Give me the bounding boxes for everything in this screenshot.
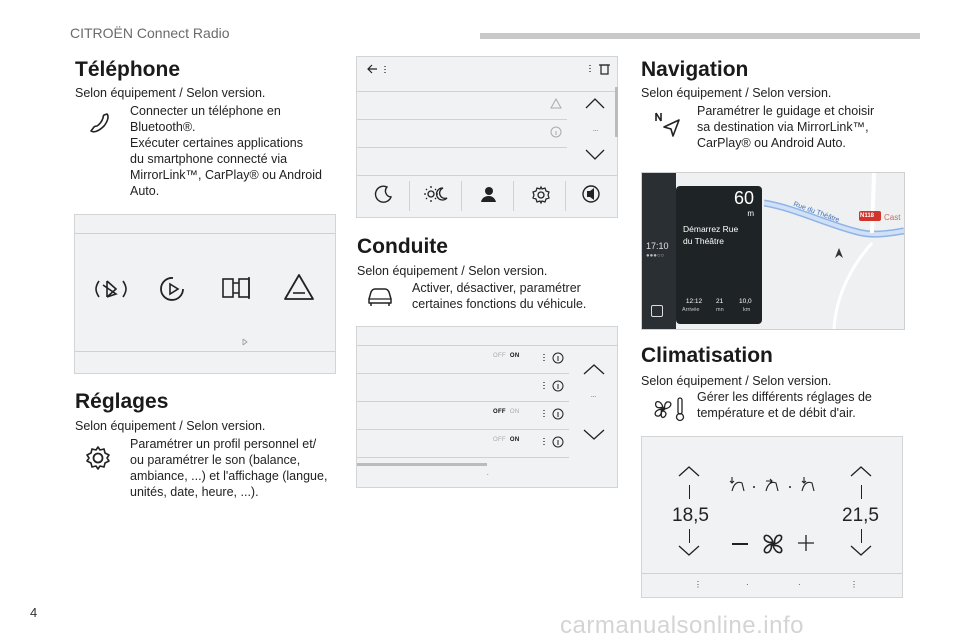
fan-icon: [758, 529, 788, 559]
header-title: CITROËN Connect Radio: [70, 25, 230, 41]
row-4-info-icon[interactable]: [541, 435, 567, 449]
mirror-icon[interactable]: [219, 273, 255, 305]
row-2-info-icon[interactable]: [541, 379, 567, 393]
temp-right-down-icon[interactable]: [848, 543, 874, 559]
trip-duration-unit: mn: [716, 307, 724, 313]
remaining-distance: 10,0: [739, 298, 752, 305]
map-clock: 17:10: [646, 241, 669, 251]
conduite-scroll-up-icon[interactable]: [581, 361, 607, 377]
climatisation-description: Gérer les différents réglages de température et de débit d'air.: [697, 390, 872, 420]
temp-left-up-icon[interactable]: [676, 463, 702, 479]
reglages-availability: Selon équipement / Selon version.: [75, 419, 266, 433]
map-place-label: Cast: [884, 213, 901, 222]
climatisation-screen: [641, 436, 903, 598]
audio-icon[interactable]: [579, 183, 603, 205]
guidance-instruction-1: Démarrez Rue: [683, 224, 739, 234]
page-dot: .: [487, 471, 489, 477]
climatisation-heading: Climatisation: [641, 344, 773, 367]
position-arrow-icon: [834, 247, 844, 259]
trash-icon[interactable]: [587, 62, 613, 76]
watermark: carmanualsonline.info: [560, 612, 804, 639]
navigation-guidance-card: [676, 186, 762, 324]
temp-left-value: 18,5: [672, 505, 709, 526]
scroll-down-icon[interactable]: [583, 147, 607, 163]
clim-menu-right[interactable]: ⋮: [850, 580, 858, 589]
reglages-heading: Réglages: [75, 390, 169, 413]
telephone-availability: Selon équipement / Selon version.: [75, 86, 266, 100]
reglages-description: Paramétrer un profil personnel et/ ou paramétrer le son (balance, ambiance, ...) et l'affichage (langue, unités, date, heure, ...).: [130, 437, 328, 499]
clim-dot-2: ·: [798, 580, 801, 589]
air-distribution-icons[interactable]: [728, 473, 824, 497]
map-street-label: Rue du Théâtre: [792, 200, 841, 225]
conduite-heading: Conduite: [357, 235, 448, 258]
remaining-distance-unit: km: [743, 307, 751, 313]
toggle-3[interactable]: OFF ON: [493, 409, 520, 415]
bluetooth-icon[interactable]: [93, 271, 129, 307]
arrival-time: 12:12: [685, 298, 703, 305]
warning-icon: [549, 97, 563, 111]
conduite-description: Activer, désactiver, paramétrer certaines fonctions du véhicule.: [412, 281, 587, 311]
back-arrow-icon[interactable]: [365, 63, 395, 75]
moon-icon[interactable]: [373, 183, 395, 205]
navigation-description: Paramétrer le guidage et choisir sa destination via MirrorLink™, CarPlay® ou Android Auto.: [697, 104, 875, 150]
climatisation-availability: Selon équipement / Selon version.: [641, 374, 832, 388]
gear-icon: [84, 444, 112, 472]
arrival-label: Arrivée: [682, 307, 700, 313]
page-number: 4: [30, 605, 38, 620]
day-night-icon[interactable]: [423, 183, 449, 205]
toggle-4[interactable]: OFF ON: [493, 437, 520, 443]
carplay-icon[interactable]: [281, 271, 317, 305]
fan-temperature-icon: [650, 395, 686, 423]
navigation-heading: Navigation: [641, 58, 749, 81]
fan-minus-icon[interactable]: [732, 543, 748, 545]
guidance-distance: 60: [733, 188, 754, 208]
conduite-scroll-down-icon[interactable]: [581, 427, 607, 443]
conduite-availability: Selon équipement / Selon version.: [357, 264, 548, 278]
temp-right-up-icon[interactable]: [848, 463, 874, 479]
navigation-availability: Selon équipement / Selon version.: [641, 86, 832, 100]
map-road-label: N118: [860, 213, 875, 219]
conduite-screen: [356, 326, 618, 488]
profile-icon[interactable]: [477, 183, 499, 205]
row-1-info-icon[interactable]: [541, 351, 567, 365]
temp-right-value: 21,5: [842, 505, 879, 526]
trip-duration: 21: [716, 298, 724, 305]
map-home-button[interactable]: [651, 305, 663, 317]
toggle-1[interactable]: OFF ON: [493, 353, 520, 359]
phone-icon: [86, 110, 112, 136]
clim-menu-left[interactable]: ⋮: [694, 580, 702, 589]
bluetooth-small-icon: [241, 337, 249, 347]
guidance-instruction-2: du Théâtre: [683, 236, 724, 246]
map-signal: ●●●○○: [646, 253, 665, 259]
conduite-more-dots: ...: [591, 393, 597, 399]
scroll-up-icon[interactable]: [583, 95, 607, 111]
telephone-screen: [74, 214, 336, 374]
info-icon: [549, 125, 563, 139]
compass-icon: [652, 110, 682, 140]
row-3-info-icon[interactable]: [541, 407, 567, 421]
fan-plus-icon[interactable]: [796, 533, 816, 553]
temp-left-down-icon[interactable]: [676, 543, 702, 559]
play-icon[interactable]: [157, 273, 189, 305]
car-icon: [365, 284, 395, 308]
header-divider: [480, 33, 920, 39]
settings-icon[interactable]: [527, 183, 551, 205]
guidance-distance-unit: m: [747, 209, 754, 218]
telephone-heading: Téléphone: [75, 58, 181, 81]
more-dots: ...: [593, 127, 599, 133]
clim-dot-1: ·: [746, 580, 749, 589]
telephone-description: Connecter un téléphone en Bluetooth®. Exécuter certaines applications du smartphone connecté via MirrorLink™, CarPlay® ou Android Auto.: [130, 104, 322, 198]
reglages-screen: [356, 56, 618, 218]
